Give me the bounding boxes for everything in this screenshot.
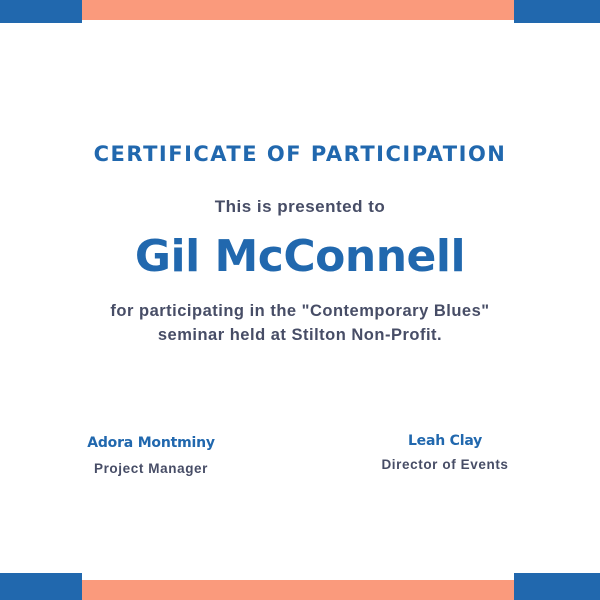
signatory-role: Director of Events [381,457,509,472]
signatory-name: Adora Montminy [87,435,215,451]
bottom-right-blue-bar [514,573,600,600]
recipient-name: Gil McConnell [134,231,466,282]
signatory-name: Leah Clay [407,433,483,449]
signatory-left [21,430,281,479]
reason-line-2: seminar held at Stilton Non-Profit. [157,326,443,344]
reason-line-1: for participating in the "Contemporary Blues" [110,302,490,320]
signatory-role: Project Manager [93,461,209,476]
certificate-title: CERTIFICATE OF PARTICIPATION [93,142,507,166]
participation-reason [0,299,600,347]
presented-to-text: This is presented to [214,197,386,216]
bottom-salmon-bar [82,580,514,600]
bottom-left-blue-bar [0,573,82,600]
top-right-blue-bar [514,0,600,23]
top-left-blue-bar [0,0,82,23]
top-salmon-bar [82,0,514,20]
signatory-right [315,430,575,475]
